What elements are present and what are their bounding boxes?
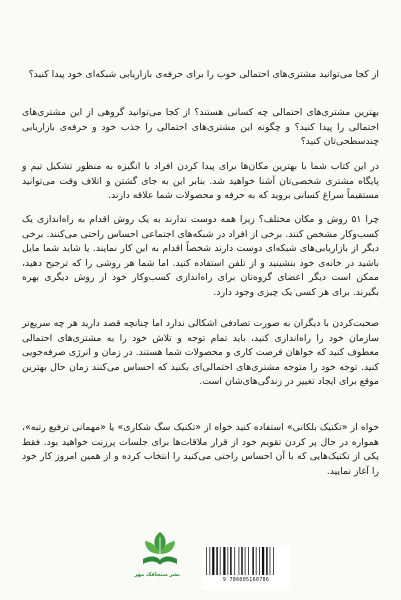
isbn-number: 9 786005160786 — [222, 577, 270, 583]
paragraph-51-methods: چرا ۵۱ روش و مکان مختلف؟ زیرا همه دوست ندارند به یک روش اقدام به راه‌اندازی یک کسب‌وکار مشخص کنند. برخی از افراد در شبکه‌های اجتماعی احساس راحتی می‌کنند. برخی دیگر از بازاریابی‌های شبکه‌ای دوست دارند شخصاً اقدام به این کار نمایند. یا شاید شما مایل باشید در خانه‌ی خود بنشینید و از تلفن استفاده کنید. اما شما هر روشی را که ترجیح دهید، ممکن است دیگر اعضای گروه‌تان برای راه‌اندازی کسب‌وکار خود از روش دیگری بهره بگیرند. برای هر کسی یک چیزی وجود دارد. — [22, 214, 379, 298]
barcode-bar — [259, 547, 260, 575]
paragraph-techniques: خواه از «تکنیک بلکانی» استفاده کنید خواه از «تکنیک سگ شکاری» یا «مهمانی ترفیع رتبه»، همواره در حال پر کردن تقویم خود از قرار ملاقات‌ها برای جلسات پرزنت خواهید بود. فقط یکی از تکنیک‌هایی که با آن احساس راحتی می‌کنید را انتخاب کرده و از همین امروز کار خود را آغاز نمایید. — [22, 422, 379, 477]
barcode-bar — [227, 547, 228, 575]
barcode-bar — [266, 547, 268, 575]
publisher-logo — [134, 528, 180, 588]
barcode-bar — [223, 547, 225, 575]
barcode-bar — [239, 547, 240, 575]
barcode-bar — [256, 547, 257, 575]
barcode-bar — [206, 547, 207, 575]
barcode-bar — [262, 547, 264, 575]
isbn-barcode — [202, 545, 290, 589]
barcode-bar — [234, 547, 235, 575]
barcode-bar — [220, 547, 221, 575]
barcode-bar — [230, 547, 232, 575]
barcode-bar — [241, 547, 243, 575]
paragraph-book-intro: در این کتاب شما با بهترین مکان‌ها برای پیدا کردن افراد با انگیزه به منظور تشکیل تیم و پایگاه مشتری شخصی‌تان آشنا خواهید شد. بنابر این به جای گشتن و اتلاف وقت می‌توانید مستقیماً سراغ کسانی بروید که به حرفه و محصولات شما علاقه دارند. — [22, 161, 379, 202]
barcode-bar — [245, 547, 246, 575]
barcode-bar — [252, 547, 254, 575]
barcode-bar — [209, 547, 210, 575]
paragraph-prospects: بهترین مشتری‌های احتمالی چه کسانی هستند؟ از کجا می‌توانید گروهی از این مشتری‌های احتمالی را پیدا کنید؟ و چگونه این مشتری‌های احتمالی را جذب خود و حرفه‌ی بازاریابی چندسطحی‌تان کنید؟ — [22, 107, 379, 148]
barcode-bar — [273, 547, 274, 575]
barcode-bar — [270, 547, 271, 575]
paragraph-focus: صحبت‌کردن با دیگران به صورت تصادفی اشکالی ندارد اما چنانچه قصد دارید هر چه سریع‌تر سازمان خود را راه‌اندازی کنید، باید تمام توجه و تلاش خود را به مشتری‌های احتمالی معطوف کنید که خواهان فرصت کاری و محصولات شما هستند. در زمان و انرژی صرفه‌جویی کنید. توجه خود را متوجه مشتری‌های احتمالی‌ای بکنید که احساس می‌کنند زمان حال بهترین موقع برای ایجاد تغییر در زندگی‌های‌شان است. — [22, 318, 379, 388]
barcode-bar — [212, 547, 214, 575]
paragraph-question: از کجا می‌توانید مشتری‌های احتمالی خوب را برای حرفه‌ی بازاریابی شبکه‌ای خود پیدا کنید؟ — [28, 69, 379, 80]
barcode-bar — [216, 547, 218, 575]
leaf-book-icon — [140, 528, 180, 572]
publisher-name: نشر سنجاقک مهر — [134, 572, 180, 578]
barcode-bar — [248, 547, 249, 575]
